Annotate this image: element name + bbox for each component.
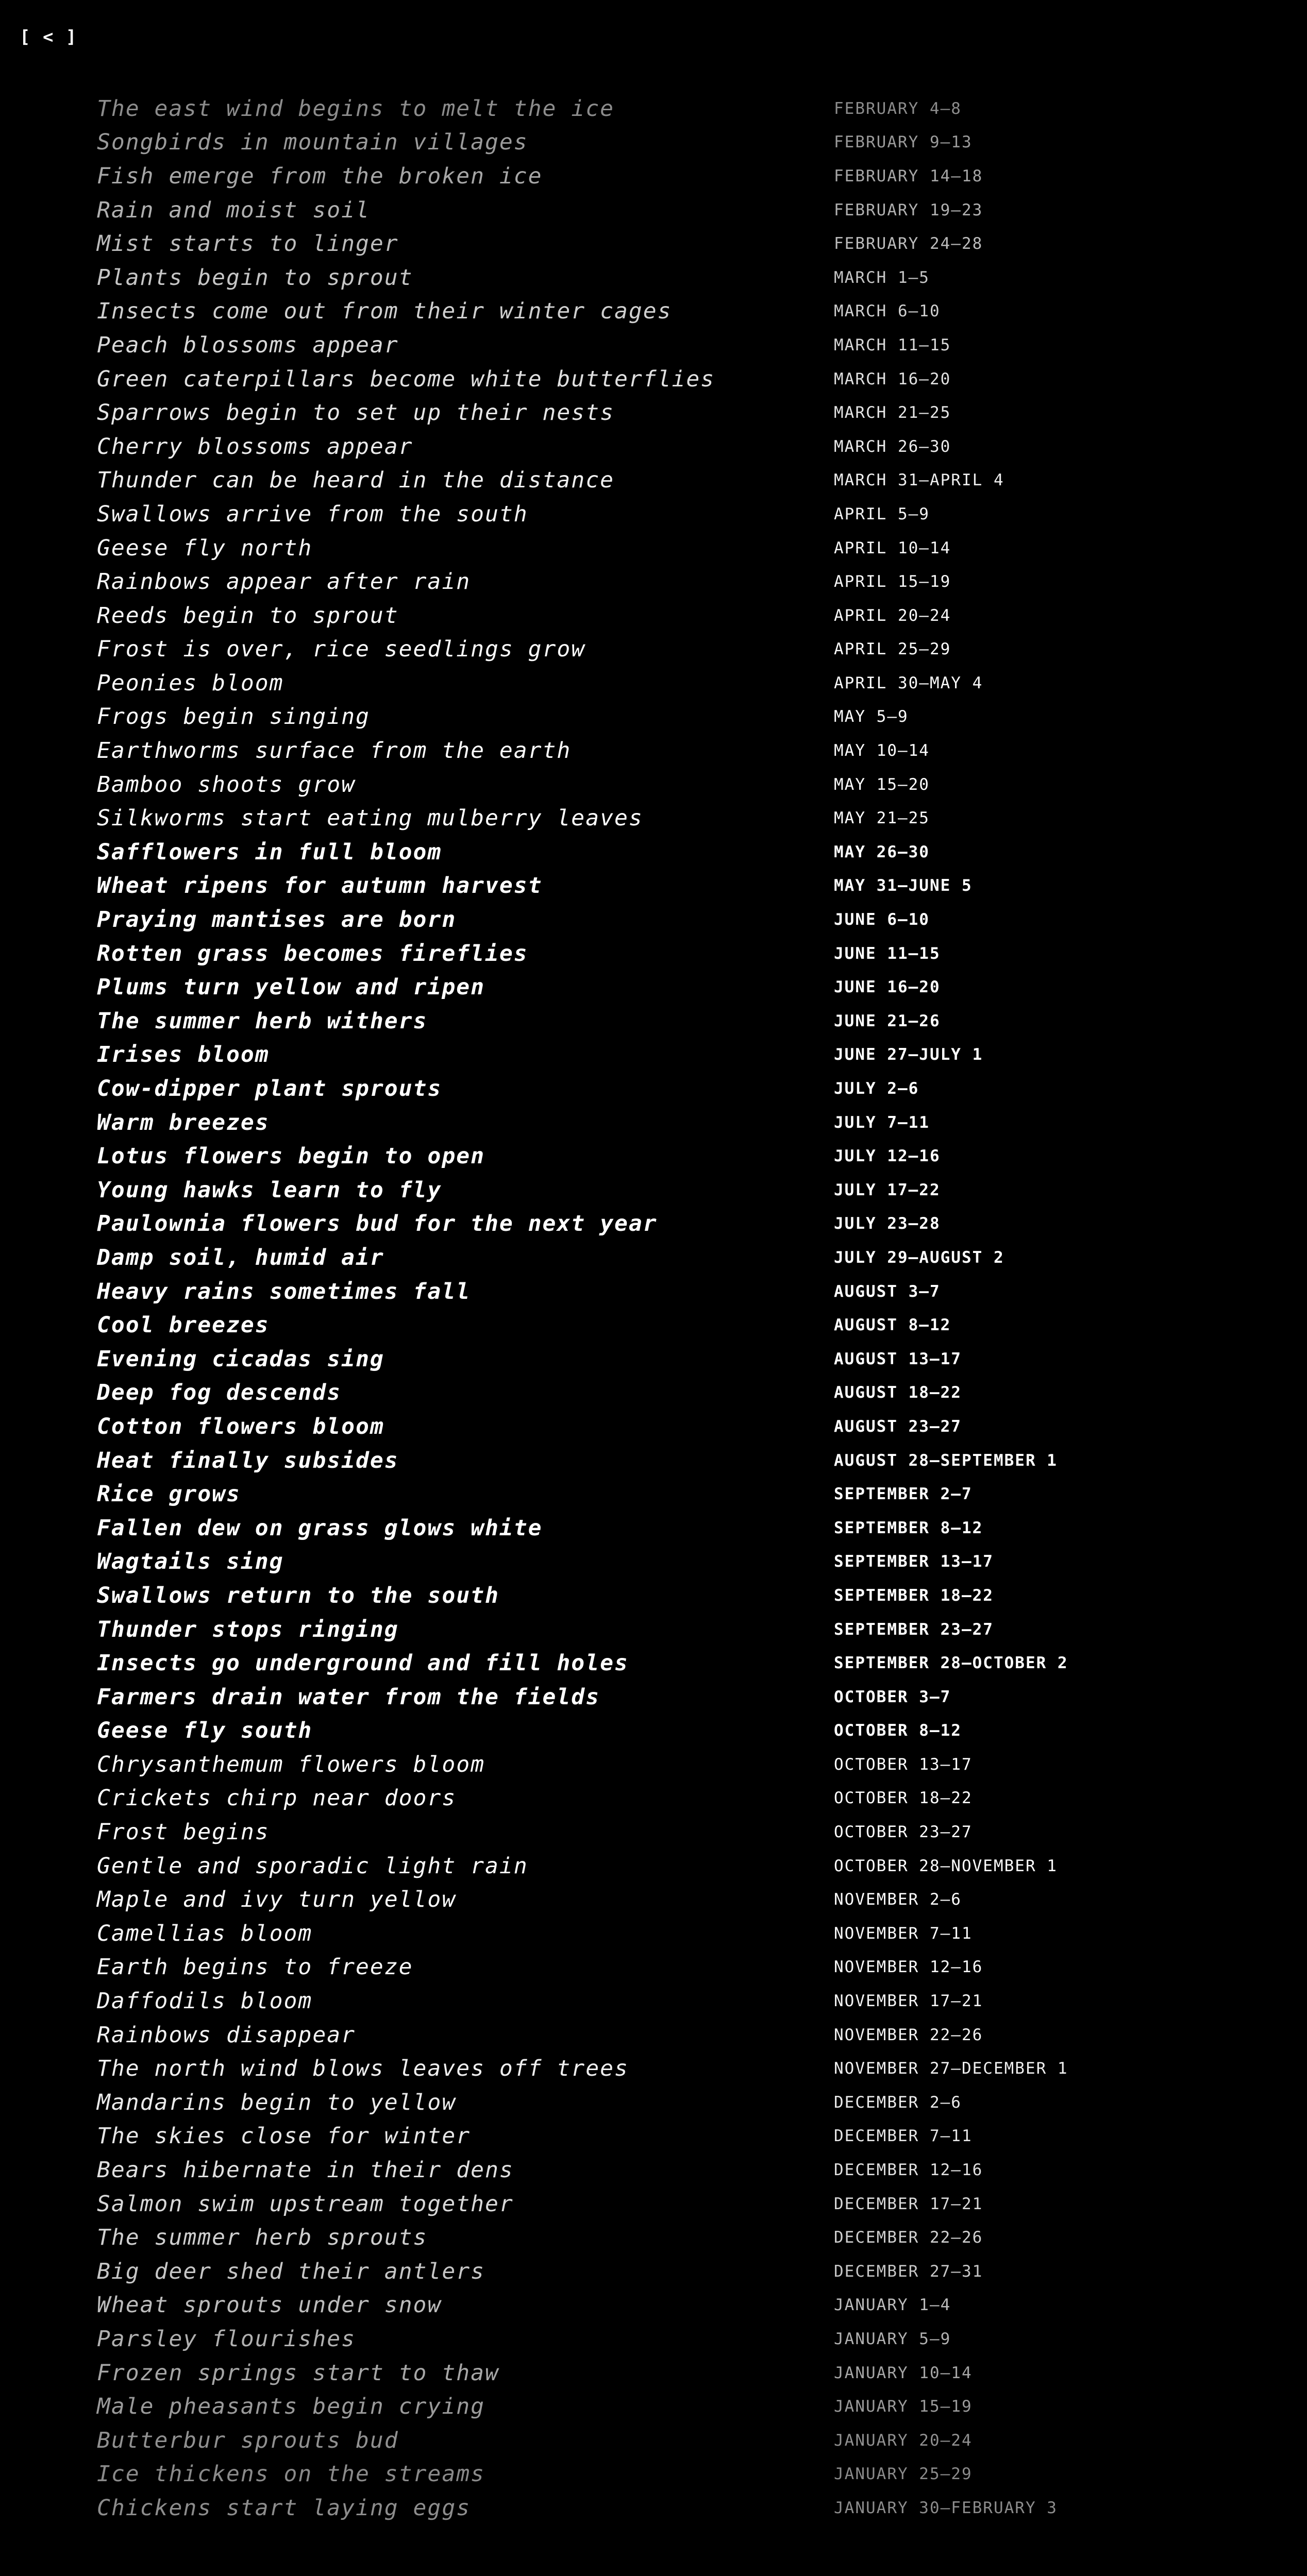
season-date: JANUARY 25–29 bbox=[834, 2465, 973, 2484]
season-name: Damp soil, humid air bbox=[97, 1244, 384, 1270]
season-name: Earth begins to freeze bbox=[97, 1954, 413, 1980]
season-row bbox=[97, 1275, 1231, 1309]
season-row bbox=[97, 261, 1231, 295]
season-name: Fish emerge from the broken ice bbox=[97, 163, 543, 189]
season-name: Lotus flowers begin to open bbox=[97, 1143, 485, 1170]
season-date: NOVEMBER 12–16 bbox=[834, 1958, 983, 1977]
season-row bbox=[97, 2052, 1231, 2086]
season-date: AUGUST 13–17 bbox=[834, 1349, 962, 1368]
season-date: JANUARY 20–24 bbox=[834, 2431, 973, 2450]
season-name: Crickets chirp near doors bbox=[97, 1785, 457, 1811]
season-date: JULY 17–22 bbox=[834, 1180, 941, 1199]
season-date: NOVEMBER 27–DECEMBER 1 bbox=[834, 2059, 1068, 2078]
season-date: JUNE 16–20 bbox=[834, 978, 941, 997]
season-name: Parsley flourishes bbox=[97, 2326, 356, 2352]
season-name: The summer herb sprouts bbox=[97, 2225, 428, 2251]
season-name: Cool breezes bbox=[97, 1312, 270, 1338]
season-name: Reeds begin to sprout bbox=[97, 602, 399, 629]
season-name: Male pheasants begin crying bbox=[97, 2394, 485, 2420]
season-date: MAY 31–JUNE 5 bbox=[834, 876, 973, 895]
season-name: Camellias bloom bbox=[97, 1920, 313, 1946]
season-row bbox=[97, 734, 1231, 768]
season-date: SEPTEMBER 28–OCTOBER 2 bbox=[834, 1654, 1068, 1673]
season-row bbox=[97, 1241, 1231, 1275]
season-name: Rain and moist soil bbox=[97, 197, 370, 223]
season-date: MAY 5–9 bbox=[834, 707, 909, 726]
season-date: DECEMBER 2–6 bbox=[834, 2093, 962, 2112]
season-date: SEPTEMBER 18–22 bbox=[834, 1586, 994, 1605]
season-date: SEPTEMBER 13–17 bbox=[834, 1552, 994, 1571]
season-date: MAY 26–30 bbox=[834, 842, 930, 861]
season-name: Bears hibernate in their dens bbox=[97, 2157, 514, 2183]
season-name: Peonies bloom bbox=[97, 670, 284, 696]
season-date: MARCH 16–20 bbox=[834, 369, 951, 388]
season-name: The skies close for winter bbox=[97, 2123, 471, 2149]
season-name: Ice thickens on the streams bbox=[97, 2461, 485, 2487]
season-date: MARCH 31–APRIL 4 bbox=[834, 471, 1004, 490]
season-date: OCTOBER 23–27 bbox=[834, 1823, 973, 1842]
season-row bbox=[97, 1545, 1231, 1579]
season-date: DECEMBER 17–21 bbox=[834, 2194, 983, 2213]
season-row bbox=[97, 903, 1231, 937]
season-row bbox=[97, 92, 1231, 126]
season-row bbox=[97, 1613, 1231, 1647]
season-name: Chrysanthemum flowers bloom bbox=[97, 1751, 485, 1777]
season-name: Big deer shed their antlers bbox=[97, 2258, 485, 2284]
season-name: Cotton flowers bloom bbox=[97, 1413, 384, 1439]
season-row bbox=[97, 1984, 1231, 2018]
season-date: JULY 29–AUGUST 2 bbox=[834, 1248, 1004, 1267]
season-name: Earthworms surface from the earth bbox=[97, 738, 572, 764]
season-name: Heat finally subsides bbox=[97, 1447, 399, 1473]
season-date: MAY 21–25 bbox=[834, 809, 930, 828]
season-row bbox=[97, 937, 1231, 971]
season-date: NOVEMBER 22–26 bbox=[834, 2025, 983, 2044]
season-name: The north wind blows leaves off trees bbox=[97, 2056, 629, 2082]
season-row bbox=[97, 565, 1231, 599]
season-date: MAY 10–14 bbox=[834, 741, 930, 760]
season-date: JULY 2–6 bbox=[834, 1079, 919, 1098]
season-name: Mandarins begin to yellow bbox=[97, 2089, 457, 2115]
season-date: JANUARY 30–FEBRUARY 3 bbox=[834, 2498, 1058, 2517]
season-name: Frozen springs start to thaw bbox=[97, 2360, 499, 2386]
season-name: Irises bloom bbox=[97, 1042, 270, 1068]
season-name: Rainbows disappear bbox=[97, 2022, 356, 2048]
season-row bbox=[97, 700, 1231, 734]
season-date: FEBRUARY 14–18 bbox=[834, 166, 983, 185]
season-date: APRIL 15–19 bbox=[834, 572, 951, 591]
season-date: SEPTEMBER 8–12 bbox=[834, 1518, 983, 1537]
season-name: Praying mantises are born bbox=[97, 907, 457, 933]
season-row bbox=[97, 2153, 1231, 2187]
season-row bbox=[97, 801, 1231, 835]
season-row bbox=[97, 1038, 1231, 1072]
season-list bbox=[97, 92, 1231, 2525]
season-row bbox=[97, 869, 1231, 903]
season-row bbox=[97, 1004, 1231, 1038]
season-name: Farmers drain water from the fields bbox=[97, 1684, 600, 1710]
season-name: Young hawks learn to fly bbox=[97, 1177, 442, 1203]
season-name: Rainbows appear after rain bbox=[97, 569, 471, 595]
season-row bbox=[97, 1579, 1231, 1613]
season-row bbox=[97, 1748, 1231, 1782]
season-name: Swallows return to the south bbox=[97, 1582, 499, 1608]
season-name: Evening cicadas sing bbox=[97, 1346, 384, 1372]
season-row bbox=[97, 2018, 1231, 2052]
season-name: Fallen dew on grass glows white bbox=[97, 1515, 543, 1541]
season-name: Insects go underground and fill holes bbox=[97, 1650, 629, 1676]
season-name: Thunder can be heard in the distance bbox=[97, 467, 614, 494]
season-date: AUGUST 23–27 bbox=[834, 1417, 962, 1436]
season-name: Cow-dipper plant sprouts bbox=[97, 1076, 442, 1102]
season-name: Geese fly south bbox=[97, 1718, 313, 1744]
season-row bbox=[97, 2458, 1231, 2492]
season-row bbox=[97, 768, 1231, 802]
season-row bbox=[97, 1646, 1231, 1680]
season-date: JUNE 6–10 bbox=[834, 910, 930, 929]
season-date: OCTOBER 18–22 bbox=[834, 1789, 973, 1808]
season-row bbox=[97, 2289, 1231, 2323]
season-name: The east wind begins to melt the ice bbox=[97, 95, 614, 122]
season-row bbox=[97, 2491, 1231, 2525]
season-date: JULY 23–28 bbox=[834, 1214, 941, 1233]
season-name: Daffodils bloom bbox=[97, 1988, 313, 2014]
season-row bbox=[97, 1072, 1231, 1106]
season-name: Peach blossoms appear bbox=[97, 332, 399, 358]
season-date: JULY 7–11 bbox=[834, 1113, 930, 1132]
season-row bbox=[97, 227, 1231, 261]
season-name: Wheat sprouts under snow bbox=[97, 2292, 442, 2318]
season-date: DECEMBER 7–11 bbox=[834, 2127, 973, 2146]
season-date: OCTOBER 3–7 bbox=[834, 1687, 951, 1706]
season-name: Insects come out from their winter cages bbox=[97, 298, 672, 325]
season-row bbox=[97, 1477, 1231, 1511]
season-name: Bamboo shoots grow bbox=[97, 771, 356, 798]
season-date: APRIL 5–9 bbox=[834, 504, 930, 523]
season-name: Green caterpillars become white butterflies bbox=[97, 366, 715, 392]
season-row bbox=[97, 1308, 1231, 1342]
season-name: Mist starts to linger bbox=[97, 231, 399, 257]
season-name: Swallows arrive from the south bbox=[97, 501, 528, 527]
season-row bbox=[97, 193, 1231, 227]
season-date: JUNE 27–JULY 1 bbox=[834, 1045, 983, 1064]
season-row bbox=[97, 1680, 1231, 1714]
season-date: MARCH 26–30 bbox=[834, 437, 951, 456]
season-date: JANUARY 10–14 bbox=[834, 2363, 973, 2382]
season-name: Plums turn yellow and ripen bbox=[97, 974, 485, 1001]
season-date: FEBRUARY 19–23 bbox=[834, 200, 983, 219]
season-row bbox=[97, 1883, 1231, 1917]
season-row bbox=[97, 2389, 1231, 2424]
season-row bbox=[97, 1782, 1231, 1816]
back-button[interactable]: [ < ] bbox=[20, 27, 78, 47]
season-row bbox=[97, 970, 1231, 1004]
season-date: NOVEMBER 7–11 bbox=[834, 1924, 973, 1943]
season-name: Warm breezes bbox=[97, 1109, 270, 1136]
season-row bbox=[97, 1342, 1231, 1376]
season-name: Paulownia flowers bud for the next year bbox=[97, 1211, 658, 1237]
season-row bbox=[97, 1951, 1231, 1985]
season-row bbox=[97, 666, 1231, 700]
season-name: Songbirds in mountain villages bbox=[97, 129, 528, 156]
season-date: FEBRUARY 24–28 bbox=[834, 234, 983, 253]
season-row bbox=[97, 835, 1231, 869]
season-date: AUGUST 28–SEPTEMBER 1 bbox=[834, 1451, 1058, 1470]
season-name: Frogs begin singing bbox=[97, 704, 370, 730]
season-name: Deep fog descends bbox=[97, 1380, 342, 1406]
season-date: JULY 12–16 bbox=[834, 1147, 941, 1166]
season-name: Safflowers in full bloom bbox=[97, 839, 442, 865]
season-row bbox=[97, 1207, 1231, 1241]
season-row bbox=[97, 2086, 1231, 2120]
season-row bbox=[97, 531, 1231, 565]
season-row bbox=[97, 1444, 1231, 1478]
season-row bbox=[97, 159, 1231, 193]
season-row bbox=[97, 1106, 1231, 1140]
season-row bbox=[97, 1376, 1231, 1410]
season-name: The summer herb withers bbox=[97, 1008, 428, 1034]
season-date: JUNE 21–26 bbox=[834, 1011, 941, 1030]
season-row bbox=[97, 1511, 1231, 1545]
season-name: Salmon swim upstream together bbox=[97, 2191, 514, 2217]
season-name: Plants begin to sprout bbox=[97, 264, 413, 291]
season-row bbox=[97, 126, 1231, 160]
season-row bbox=[97, 1139, 1231, 1173]
season-row bbox=[97, 599, 1231, 633]
season-row bbox=[97, 362, 1231, 396]
season-date: AUGUST 3–7 bbox=[834, 1282, 941, 1301]
season-name: Chickens start laying eggs bbox=[97, 2495, 471, 2521]
season-date: MARCH 11–15 bbox=[834, 335, 951, 354]
season-row bbox=[97, 1173, 1231, 1207]
season-date: APRIL 20–24 bbox=[834, 606, 951, 625]
season-row bbox=[97, 2187, 1231, 2221]
season-date: APRIL 25–29 bbox=[834, 640, 951, 659]
season-name: Frost is over, rice seedlings grow bbox=[97, 636, 586, 663]
season-date: DECEMBER 12–16 bbox=[834, 2161, 983, 2180]
season-date: SEPTEMBER 2–7 bbox=[834, 1485, 973, 1504]
season-date: SEPTEMBER 23–27 bbox=[834, 1620, 994, 1639]
season-row bbox=[97, 497, 1231, 531]
season-date: AUGUST 8–12 bbox=[834, 1316, 951, 1335]
season-name: Sparrows begin to set up their nests bbox=[97, 400, 614, 426]
season-row bbox=[97, 1815, 1231, 1849]
season-date: APRIL 10–14 bbox=[834, 538, 951, 557]
season-row bbox=[97, 2120, 1231, 2154]
season-date: DECEMBER 22–26 bbox=[834, 2228, 983, 2247]
season-name: Frost begins bbox=[97, 1819, 270, 1845]
season-date: MARCH 21–25 bbox=[834, 403, 951, 422]
season-date: NOVEMBER 2–6 bbox=[834, 1890, 962, 1909]
season-row bbox=[97, 328, 1231, 362]
season-row bbox=[97, 430, 1231, 464]
season-row bbox=[97, 2322, 1231, 2356]
season-name: Geese fly north bbox=[97, 535, 313, 561]
season-date: FEBRUARY 4–8 bbox=[834, 99, 962, 118]
season-name: Thunder stops ringing bbox=[97, 1616, 399, 1642]
season-date: MARCH 6–10 bbox=[834, 302, 941, 321]
season-row bbox=[97, 633, 1231, 667]
season-name: Wheat ripens for autumn harvest bbox=[97, 873, 543, 899]
season-name: Heavy rains sometimes fall bbox=[97, 1278, 471, 1304]
season-name: Rice grows bbox=[97, 1481, 241, 1507]
season-row bbox=[97, 1917, 1231, 1951]
season-row bbox=[97, 295, 1231, 329]
season-date: FEBRUARY 9–13 bbox=[834, 133, 973, 152]
season-date: OCTOBER 28–NOVEMBER 1 bbox=[834, 1856, 1058, 1875]
season-name: Silkworms start eating mulberry leaves bbox=[97, 805, 643, 832]
season-name: Cherry blossoms appear bbox=[97, 433, 413, 460]
season-date: NOVEMBER 17–21 bbox=[834, 1992, 983, 2011]
season-date: AUGUST 18–22 bbox=[834, 1383, 962, 1402]
season-row bbox=[97, 1714, 1231, 1748]
season-name: Rotten grass becomes fireflies bbox=[97, 940, 528, 967]
season-row bbox=[97, 2356, 1231, 2390]
season-row bbox=[97, 2255, 1231, 2289]
season-name: Butterbur sprouts bud bbox=[97, 2427, 399, 2453]
season-date: APRIL 30–MAY 4 bbox=[834, 673, 983, 692]
season-date: JANUARY 15–19 bbox=[834, 2397, 973, 2416]
season-date: MARCH 1–5 bbox=[834, 268, 930, 287]
season-date: OCTOBER 13–17 bbox=[834, 1755, 973, 1774]
season-name: Wagtails sing bbox=[97, 1549, 284, 1575]
season-row bbox=[97, 1849, 1231, 1883]
season-date: MAY 15–20 bbox=[834, 775, 930, 794]
season-date: JANUARY 5–9 bbox=[834, 2329, 951, 2348]
season-date: DECEMBER 27–31 bbox=[834, 2262, 983, 2281]
season-row bbox=[97, 396, 1231, 430]
season-row bbox=[97, 2221, 1231, 2255]
season-date: OCTOBER 8–12 bbox=[834, 1721, 962, 1740]
season-date: JUNE 11–15 bbox=[834, 944, 941, 963]
season-date: JANUARY 1–4 bbox=[834, 2296, 951, 2315]
season-name: Maple and ivy turn yellow bbox=[97, 1887, 457, 1913]
season-row bbox=[97, 2424, 1231, 2458]
season-row bbox=[97, 464, 1231, 498]
season-row bbox=[97, 1410, 1231, 1444]
season-name: Gentle and sporadic light rain bbox=[97, 1853, 528, 1879]
